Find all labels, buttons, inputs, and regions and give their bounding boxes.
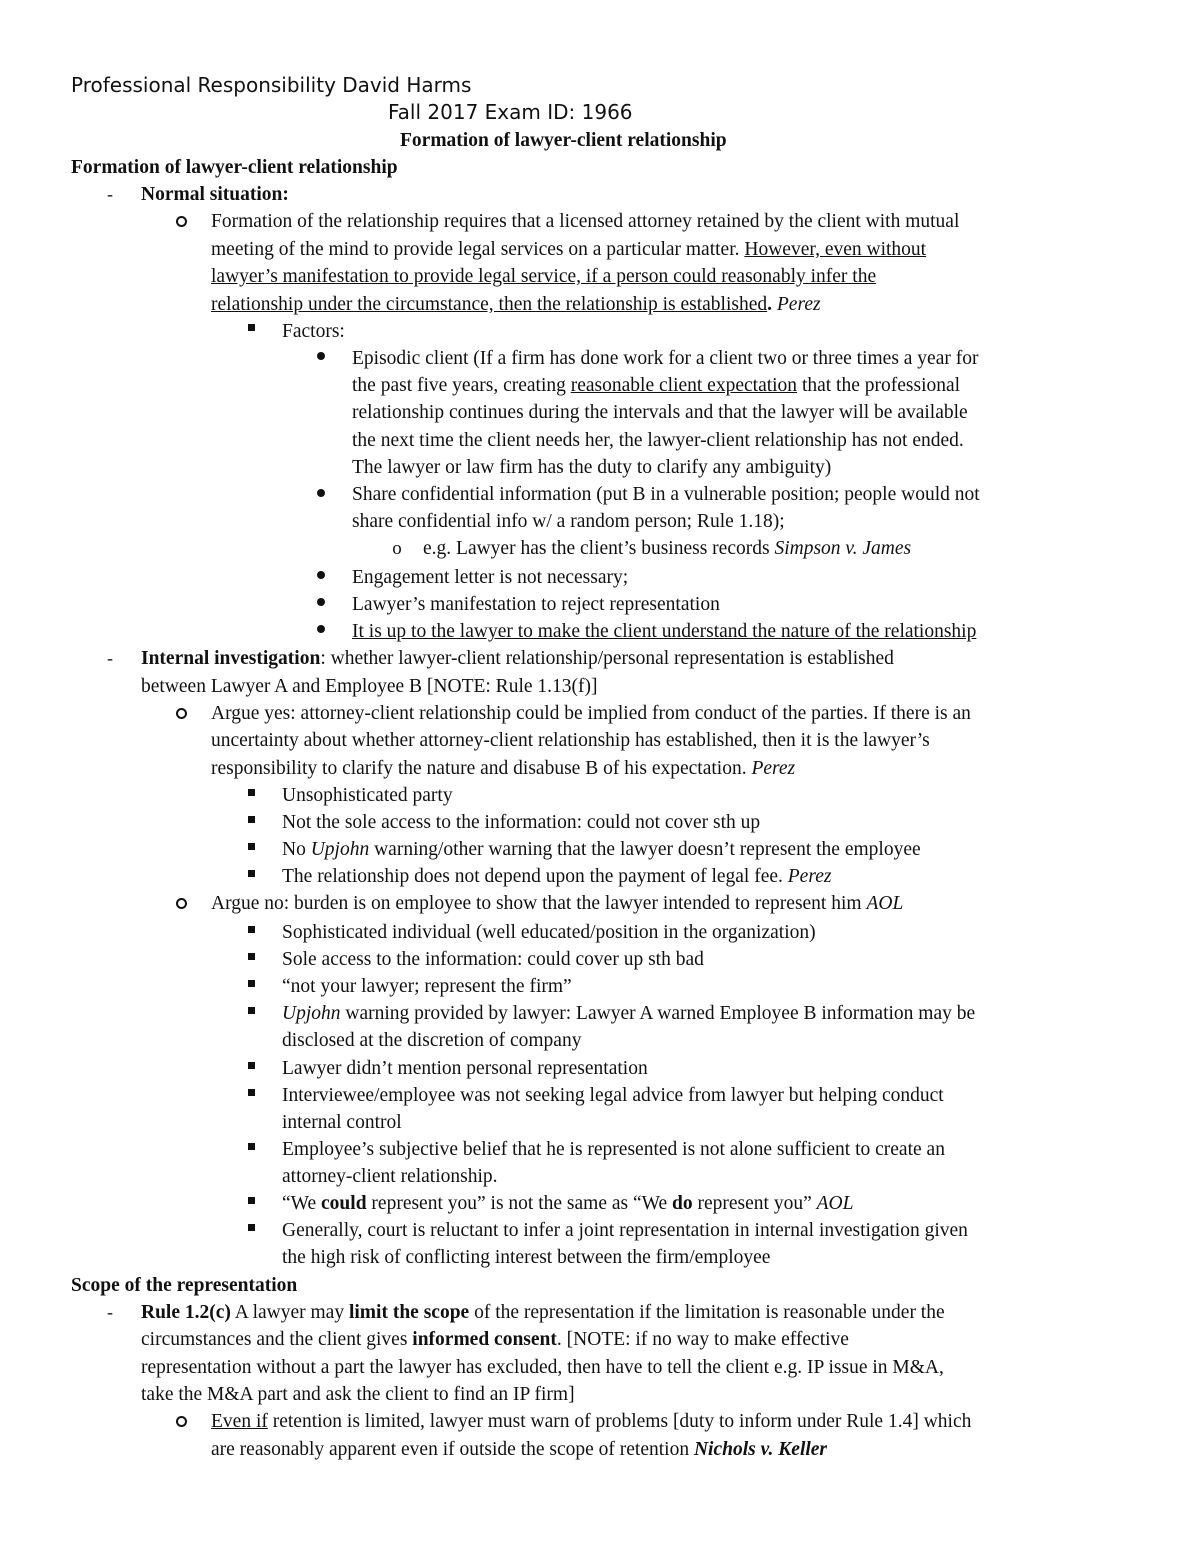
- square-bullet: [248, 980, 255, 987]
- even-if-line2: are reasonably apparent even if outside the scope of retention Nichols v. Keller: [211, 1439, 828, 1460]
- dot-bullet: [317, 571, 325, 579]
- no-point-7a: Employee’s subjective belief that he is represented is not alone sufficient to create an: [282, 1139, 945, 1160]
- factor-episodic-5: The lawyer or law firm has the duty to clarify any ambiguity): [352, 457, 832, 478]
- square-bullet: [248, 926, 255, 933]
- square-bullet: [248, 1224, 255, 1231]
- factor-engagement: Engagement letter is not necessary;: [352, 567, 629, 588]
- ring-bullet: [176, 898, 187, 909]
- no-point-5: Lawyer didn’t mention personal representation: [282, 1058, 648, 1079]
- square-bullet: [248, 1062, 255, 1069]
- dash-bullet: -: [107, 1302, 113, 1322]
- no-point-9b: the high risk of conflicting interest between the firm/employee: [282, 1247, 771, 1268]
- dot-bullet: [317, 489, 325, 497]
- normal-p4: relationship under the circumstance, then the relationship is established. Perez: [211, 294, 821, 315]
- no-point-9a: Generally, court is reluctant to infer a joint representation in internal investigation given: [282, 1220, 968, 1241]
- rule-1-2c-line3: representation without a part the lawyer has excluded, then have to tell the client e.g. IP issue in M&A,: [141, 1357, 944, 1378]
- no-point-4a: Upjohn warning provided by lawyer: Lawyer A warned Employee B information may be: [282, 1003, 976, 1024]
- square-bullet: [248, 1089, 255, 1096]
- factor-episodic-1: Episodic client (If a firm has done work for a client two or three times a year for: [352, 348, 979, 369]
- argue-no-1: Argue no: burden is on employee to show that the lawyer intended to represent him AOL: [211, 893, 904, 914]
- ring-bullet: [176, 708, 187, 719]
- section-title-centered: Formation of lawyer-client relationship: [400, 130, 727, 151]
- factor-nature: It is up to the lawyer to make the client understand the nature of the relationship: [352, 621, 977, 642]
- factor-confidential-1: Share confidential information (put B in a vulnerable position; people would not: [352, 484, 980, 505]
- square-bullet: [248, 843, 255, 850]
- doc-subtitle-line: Fall 2017 Exam ID: 1966: [388, 100, 633, 124]
- normal-situation-label: Normal situation:: [141, 184, 289, 205]
- factor-episodic-2: the past five years, creating reasonable client expectation that the professional: [352, 375, 961, 396]
- square-bullet: [248, 953, 255, 960]
- no-point-6a: Interviewee/employee was not seeking legal advice from lawyer but helping conduct: [282, 1085, 944, 1106]
- internal-investigation-line2: between Lawyer A and Employee B [NOTE: Rule 1.13(f)]: [141, 676, 598, 697]
- dot-bullet: [317, 598, 325, 606]
- dot-bullet: [317, 352, 325, 360]
- yes-point-2: Not the sole access to the information: could not cover sth up: [282, 812, 761, 833]
- square-bullet: [248, 816, 255, 823]
- o-bullet: o: [392, 538, 402, 559]
- no-point-2: Sole access to the information: could cover up sth bad: [282, 949, 704, 970]
- doc-title-line: Professional Responsibility David Harms: [71, 73, 472, 97]
- no-point-6b: internal control: [282, 1112, 402, 1133]
- normal-p2: meeting of the mind to provide legal services on a particular matter. However, even without: [211, 239, 927, 260]
- factor-reject: Lawyer’s manifestation to reject representation: [352, 594, 720, 615]
- factor-confidential-2: share confidential info w/ a random person; Rule 1.18);: [352, 511, 785, 532]
- even-if-line1: Even if retention is limited, lawyer must warn of problems [duty to inform under Rule 1.4] which: [211, 1411, 972, 1432]
- dot-bullet: [317, 625, 325, 633]
- no-point-4b: disclosed at the discretion of company: [282, 1030, 582, 1051]
- square-bullet: [248, 870, 255, 877]
- yes-point-3: No Upjohn warning/other warning that the lawyer doesn’t represent the employee: [282, 839, 921, 860]
- dash-bullet: -: [107, 648, 113, 668]
- square-bullet: [248, 1143, 255, 1150]
- yes-point-4: The relationship does not depend upon the payment of legal fee. Perez: [282, 866, 832, 887]
- no-point-7b: attorney-client relationship.: [282, 1166, 498, 1187]
- argue-yes-2: uncertainty about whether attorney-client relationship has established, then it is the lawyer’s: [211, 730, 930, 751]
- rule-1-2c-line4: take the M&A part and ask the client to find an IP firm]: [141, 1384, 575, 1405]
- normal-p1: Formation of the relationship requires that a licensed attorney retained by the client with mutual: [211, 211, 960, 232]
- square-bullet: [248, 324, 255, 331]
- argue-yes-3: responsibility to clarify the nature and disabuse B of his expectation. Perez: [211, 758, 796, 779]
- ring-bullet: [176, 216, 187, 227]
- ring-bullet: [176, 1416, 187, 1427]
- yes-point-1: Unsophisticated party: [282, 785, 453, 806]
- factor-episodic-4: the next time the client needs her, the lawyer-client relationship has not ended.: [352, 430, 964, 451]
- no-point-8: “We could represent you” is not the same as “We do represent you” AOL: [282, 1193, 854, 1214]
- heading-formation: Formation of lawyer-client relationship: [71, 157, 398, 178]
- argue-yes-1: Argue yes: attorney-client relationship could be implied from conduct of the parties. If there is an: [211, 703, 971, 724]
- dash-bullet: -: [107, 184, 113, 204]
- factor-confidential-example: e.g. Lawyer has the client’s business records Simpson v. James: [423, 538, 912, 559]
- square-bullet: [248, 1007, 255, 1014]
- internal-investigation-line1: Internal investigation: whether lawyer-client relationship/personal representation is established: [141, 648, 894, 669]
- no-point-3: “not your lawyer; represent the firm”: [282, 976, 572, 997]
- square-bullet: [248, 1197, 255, 1204]
- factors-label: Factors:: [282, 321, 345, 342]
- normal-p3: lawyer’s manifestation to provide legal service, if a person could reasonably infer the: [211, 266, 877, 287]
- no-point-1: Sophisticated individual (well educated/position in the organization): [282, 922, 816, 943]
- factor-episodic-3: relationship continues during the intervals and that the lawyer will be available: [352, 402, 968, 423]
- rule-1-2c-line1: Rule 1.2(c) A lawyer may limit the scope of the representation if the limitation is reasonable under the: [141, 1302, 945, 1323]
- heading-scope: Scope of the representation: [71, 1275, 298, 1296]
- rule-1-2c-line2: circumstances and the client gives informed consent. [NOTE: if no way to make effective: [141, 1329, 849, 1350]
- square-bullet: [248, 789, 255, 796]
